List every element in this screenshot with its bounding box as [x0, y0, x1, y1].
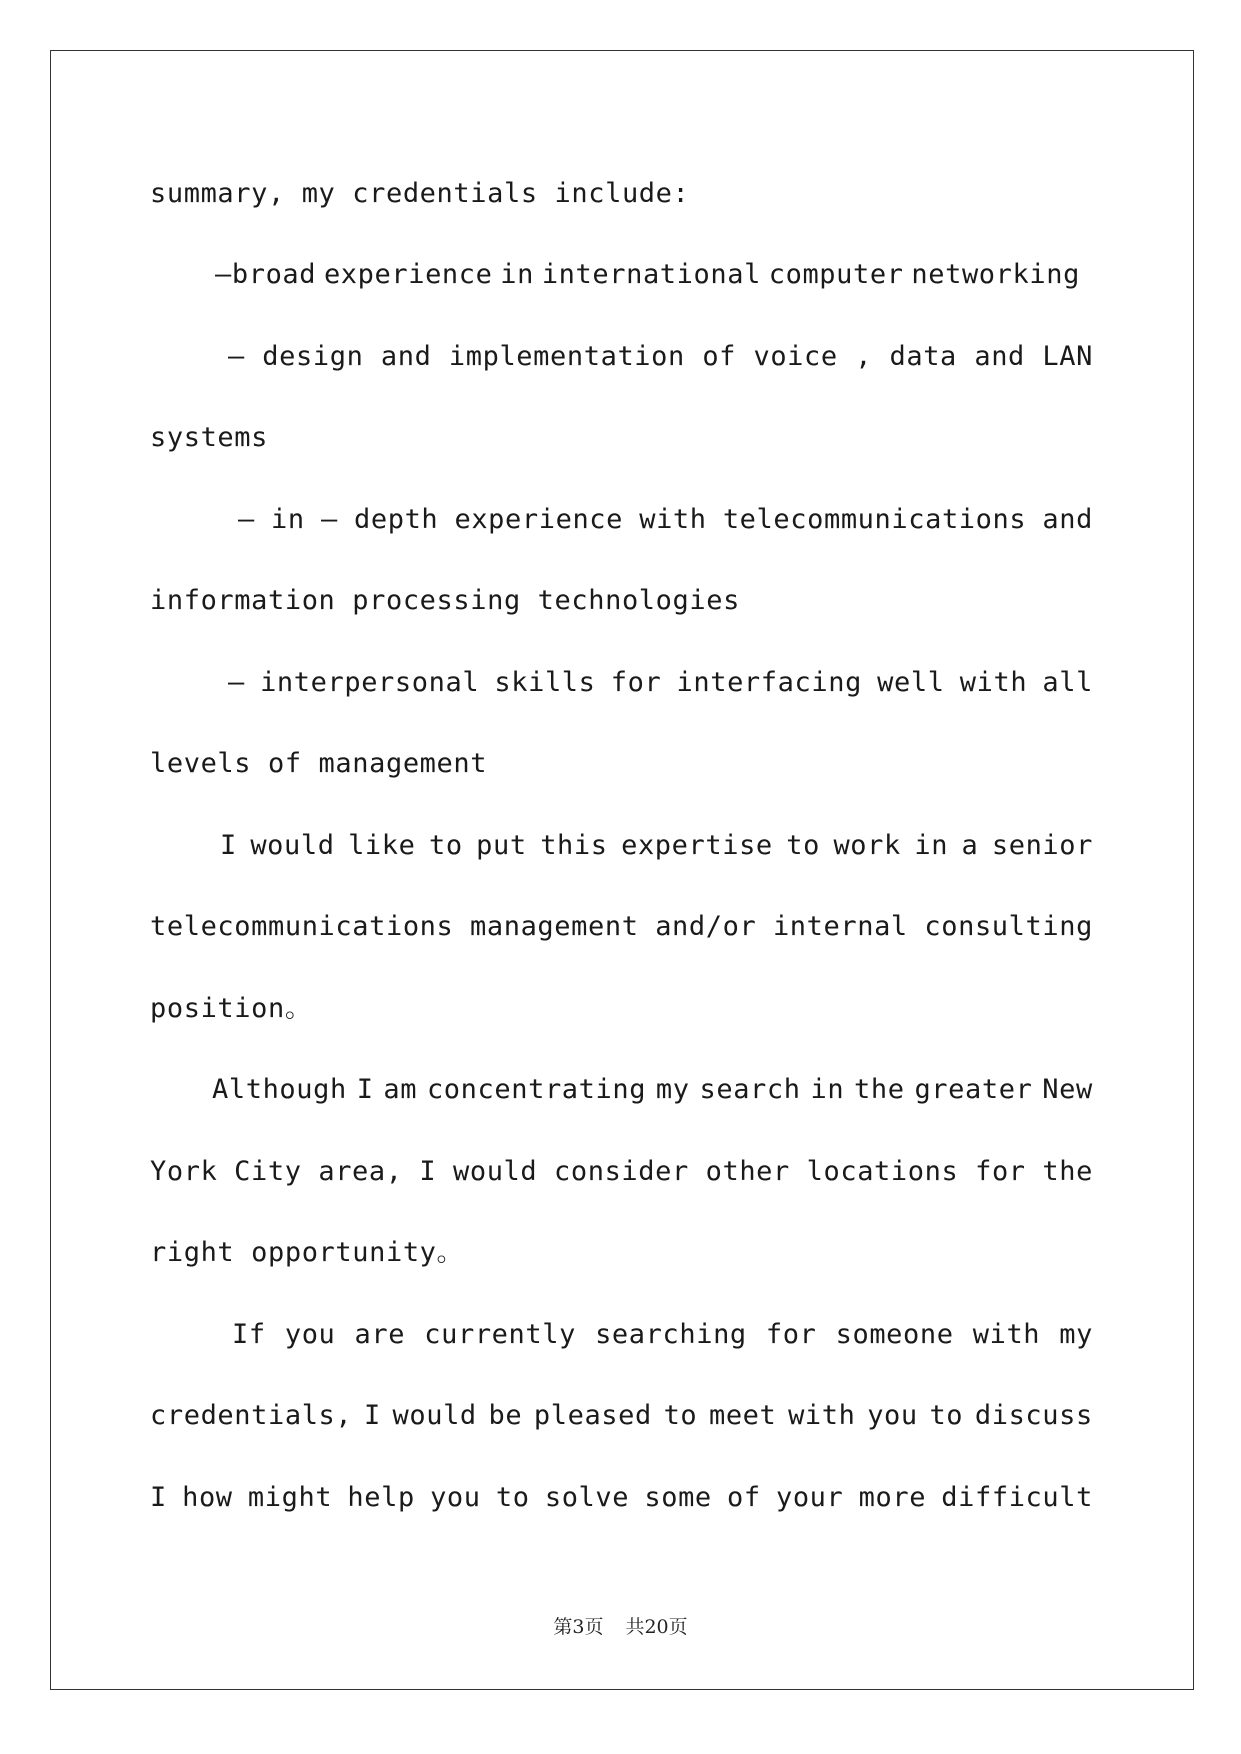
word: for [765, 1319, 817, 1350]
word: my [655, 1074, 690, 1105]
word: like [348, 830, 416, 861]
word: all [1042, 667, 1093, 698]
word: other [705, 1156, 790, 1187]
word: internal [772, 911, 908, 942]
word: Although [212, 1074, 347, 1105]
word: and [380, 341, 432, 372]
word: — [228, 667, 245, 698]
word: more [858, 1482, 927, 1513]
word: work [833, 830, 901, 861]
text-line: information processing technologies [150, 585, 740, 616]
word: well [877, 667, 945, 698]
word: might [247, 1482, 333, 1513]
word: am [383, 1074, 418, 1105]
word: — [228, 341, 245, 372]
word: concentrating [426, 1074, 647, 1105]
page-border [50, 50, 1194, 1690]
text-line [212, 1070, 1093, 1110]
word: I [419, 1156, 437, 1187]
word: If [232, 1319, 266, 1350]
word: my [1059, 1319, 1093, 1350]
text-line: summary, my credentials include: [150, 178, 690, 209]
word: discuss [974, 1400, 1093, 1431]
word: in [500, 259, 535, 290]
page-total: 共20页 [625, 1616, 688, 1638]
word: this [540, 830, 608, 861]
word: — [320, 504, 338, 535]
word: interpersonal [260, 667, 480, 698]
word: put [476, 830, 527, 861]
text-line [150, 1478, 1093, 1518]
text-line: systems [150, 422, 268, 453]
word: I [363, 1400, 381, 1431]
word: with [788, 1400, 856, 1431]
word: someone [835, 1319, 954, 1350]
word: would [392, 1400, 477, 1431]
word: — [238, 504, 255, 535]
text-line: right opportunity。 [150, 1237, 465, 1268]
word: —broad [215, 259, 317, 290]
text-line [220, 826, 1093, 866]
word: meet [708, 1400, 777, 1431]
text-line [228, 337, 1093, 377]
word: voice [753, 341, 838, 372]
word: for [975, 1156, 1026, 1187]
word: you [867, 1400, 918, 1431]
word: international [541, 259, 761, 290]
word: of [727, 1482, 761, 1513]
word: you [284, 1319, 336, 1350]
text-line: levels of management [150, 748, 488, 779]
word: to [929, 1400, 964, 1431]
word: how [182, 1482, 233, 1513]
text-line [232, 1315, 1093, 1355]
word: interfacing [676, 667, 862, 698]
word: with [959, 667, 1028, 698]
word: management [470, 911, 639, 942]
page-number: 第3页 [553, 1616, 604, 1638]
text-line [238, 500, 1093, 540]
word: senior [991, 830, 1093, 861]
word: I [220, 830, 237, 861]
word: telecommunications [722, 504, 1027, 535]
word: help [347, 1482, 415, 1513]
text-line [150, 907, 1093, 947]
word: consulting [924, 911, 1093, 942]
text-line [150, 1152, 1093, 1192]
word: design [262, 341, 364, 372]
word: your [775, 1482, 844, 1513]
word: greater [914, 1074, 1033, 1105]
word: currently [424, 1319, 576, 1350]
word: in [810, 1074, 845, 1105]
word: I [356, 1074, 374, 1105]
text-line: position。 [150, 993, 313, 1024]
word: skills [494, 667, 596, 698]
word: of [702, 341, 737, 372]
word: implementation [448, 341, 685, 372]
word: you [430, 1482, 481, 1513]
word: to [428, 830, 463, 861]
word: New [1042, 1074, 1093, 1105]
word: computer [768, 259, 904, 290]
word: City [234, 1156, 302, 1187]
word: expertise [621, 830, 773, 861]
word: solve [544, 1482, 630, 1513]
word: be [488, 1400, 523, 1431]
word: networking [911, 259, 1080, 290]
word: consider [554, 1156, 689, 1187]
word: experience [454, 504, 624, 535]
page-footer [0, 1612, 1241, 1639]
word: pleased [533, 1400, 652, 1431]
word: with [639, 504, 707, 535]
word: the [854, 1074, 905, 1105]
word: with [972, 1319, 1041, 1350]
word: telecommunications [150, 911, 454, 942]
word: data [889, 341, 957, 372]
text-line [228, 663, 1093, 703]
word: difficult [941, 1482, 1093, 1513]
word: locations [806, 1156, 959, 1187]
word: LAN [1042, 341, 1093, 372]
word: to [495, 1482, 530, 1513]
word: in [271, 504, 305, 535]
word: in [914, 830, 949, 861]
word: experience [323, 259, 493, 290]
word: credentials, [150, 1400, 353, 1431]
text-line [215, 255, 1080, 295]
word: and/or [655, 911, 757, 942]
word: area, [318, 1156, 403, 1187]
word: and [974, 341, 1025, 372]
word: to [786, 830, 820, 861]
word: would [250, 830, 335, 861]
word: the [1042, 1156, 1093, 1187]
word: would [452, 1156, 538, 1187]
text-line [150, 1396, 1093, 1436]
word: , [855, 341, 873, 372]
word: and [1042, 504, 1093, 535]
word: search [699, 1074, 801, 1105]
word: some [644, 1482, 712, 1513]
word: a [961, 830, 979, 861]
word: York [150, 1156, 218, 1187]
word: to [663, 1400, 698, 1431]
word: depth [354, 504, 439, 535]
word: for [610, 667, 662, 698]
word: searching [595, 1319, 747, 1350]
word: I [150, 1482, 167, 1513]
word: are [354, 1319, 406, 1350]
